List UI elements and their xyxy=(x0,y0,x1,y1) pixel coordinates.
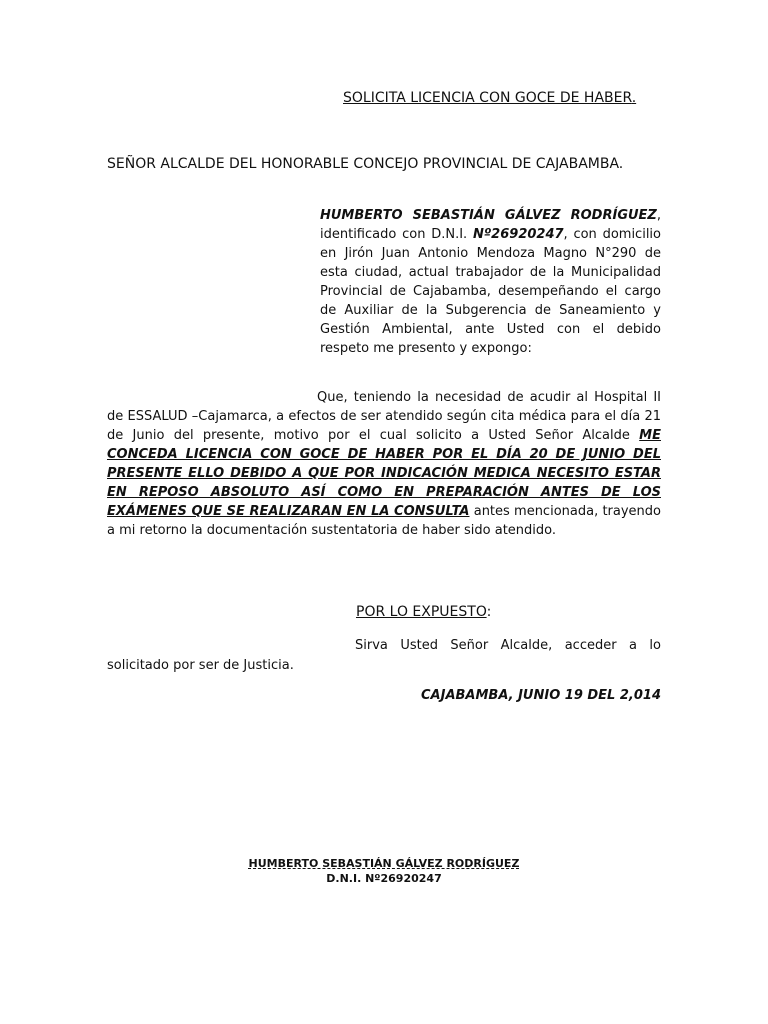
signature-block xyxy=(234,856,534,886)
document-title-period: . xyxy=(631,90,637,106)
applicant-dni: Nº26920247 xyxy=(472,227,564,242)
body-text-1: Que, teniendo la necesidad de acudir al Hospital II de ESSALUD –Cajamarca, a efectos de ser atendido según cita médica para el día 21 de Junio del presente, motivo por el cual solicito a Usted Señor Alcalde xyxy=(107,390,661,443)
place-date: CAJABAMBA, JUNIO 19 DEL 2,014 xyxy=(421,688,661,703)
intro-text-2: , con domicilio en Jirón Juan Antonio Mendoza Magno N°290 de esta ciudad, actual trabajador de la Municipalidad Provincial de Cajabamba, desempeñando el cargo de Auxiliar de la Subgerencia de Saneamiento y Gestión Ambiental, ante Usted con el debido respeto me presento y expongo: xyxy=(320,227,661,356)
signature-dni: D.N.I. Nº26920247 xyxy=(326,872,442,885)
closing-text: Sirva Usted Señor Alcalde, acceder a lo solicitado por ser de Justicia. xyxy=(107,638,661,673)
addressee xyxy=(107,154,667,174)
intro-text-1: , identificado con D.N.I. xyxy=(320,208,661,242)
intro-paragraph xyxy=(320,206,661,358)
body-paragraph xyxy=(107,388,661,540)
body-text-2: antes mencionada, trayendo a mi retorno la documentación sustentatoria de haber sido atendido. xyxy=(107,504,661,538)
addressee-text: SEÑOR ALCALDE DEL HONORABLE CONCEJO PROVINCIAL DE CAJABAMBA xyxy=(107,156,619,172)
signature-name: HUMBERTO SEBASTIÁN GÁLVEZ RODRÍGUEZ xyxy=(248,857,520,870)
closing-paragraph xyxy=(107,636,661,676)
request-text: ME CONCEDA LICENCIA CON GOCE DE HABER POR EL DÍA 20 DE JUNIO DEL PRESENTE ELLO DEBIDO A QUE POR INDICACIÓN MEDICA NECESITO ESTAR EN REPOSO ABSOLUTO ASÍ COMO EN PREPARACIÓN ANTES DE LOS EXÁMENES QUE SE REALIZARAN EN LA CONSULTA xyxy=(107,428,661,519)
expuesto-label: POR LO EXPUESTO xyxy=(356,604,487,620)
expuesto-heading xyxy=(356,604,491,620)
document-title-text: SOLICITA LICENCIA CON GOCE DE HABER xyxy=(343,90,632,106)
applicant-name: HUMBERTO SEBASTIÁN GÁLVEZ RODRÍGUEZ xyxy=(320,208,657,223)
expuesto-colon: : xyxy=(486,604,492,620)
document-title xyxy=(343,90,636,106)
addressee-period: . xyxy=(618,156,624,172)
